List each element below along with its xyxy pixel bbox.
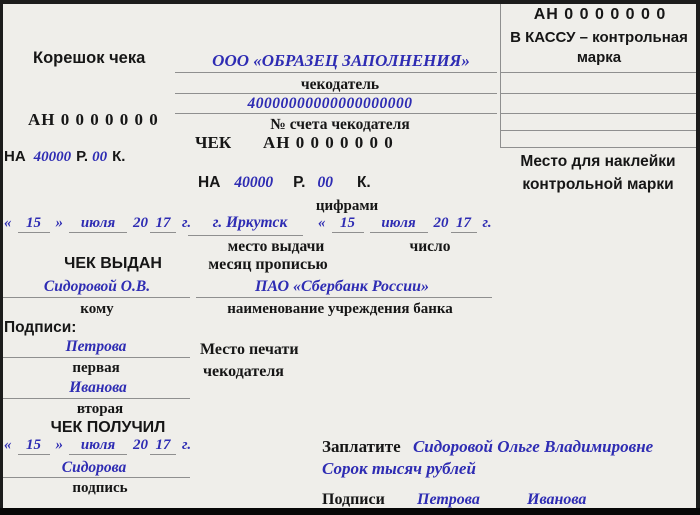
pay-line: [322, 437, 653, 457]
stub-received-date: [4, 437, 191, 455]
check-amount-caption: цифрами: [315, 198, 379, 214]
check-date-day: 15: [332, 215, 364, 233]
check-date-month: июля: [370, 215, 428, 233]
drawer-name: ООО «ОБРАЗЕЦ ЗАПОЛНЕНИЯ»: [212, 51, 470, 70]
sticker-caption-line1: Место для наклейки: [520, 153, 676, 170]
stub-amount-prefix: НА: [4, 148, 26, 165]
bank-name: ПАО «Сбербанк России»: [254, 278, 430, 295]
check-date-caption: число: [409, 238, 451, 255]
pay-label: Заплатите: [322, 437, 401, 456]
month-caption: месяц прописью: [208, 256, 328, 273]
stub-second-signature: Иванова: [69, 379, 127, 396]
control-box-line-5: [500, 147, 696, 148]
stub-amount-rubles: 40000: [33, 149, 72, 165]
seal-caption-line2: чекодателя: [203, 363, 284, 380]
stub-amount-line: [4, 148, 125, 166]
issue-place-line: [188, 235, 303, 236]
control-series-number: АН 0 0 0 0 0 0 0: [533, 6, 667, 23]
control-box-line-1: [500, 72, 696, 73]
check-date: [318, 215, 492, 233]
account-number-line: [175, 113, 497, 114]
check-word: ЧЕК: [195, 133, 232, 152]
stub-second-caption: вторая: [76, 401, 124, 417]
frame-top: [0, 0, 700, 4]
check-date-century: 20: [433, 215, 449, 231]
check-signature-first: Петрова: [417, 491, 480, 508]
check-series-number: АН 0 0 0 0 0 0 0: [263, 133, 394, 152]
bank-name-line: [196, 297, 492, 298]
stub-received-date-raquo: »: [55, 437, 63, 453]
stub-date-laquo: «: [4, 215, 12, 231]
stub-issued-to-line: [0, 297, 190, 298]
sticker-caption-line2: контрольной марки: [522, 176, 674, 193]
stub-date: [4, 215, 191, 233]
frame-right: [696, 0, 700, 515]
stub-received-date-era: г.: [182, 437, 192, 453]
control-box-line-4: [500, 130, 696, 131]
check-amount-prefix: НА: [198, 174, 221, 191]
stub-amount-kop-label: К.: [112, 148, 126, 165]
stub-signatures-label: Подписи:: [4, 319, 77, 336]
issue-place-caption: место выдачи: [227, 238, 325, 255]
stub-title: Корешок чека: [33, 49, 146, 67]
frame-left: [0, 0, 3, 515]
stub-date-century: 20: [133, 215, 148, 231]
stub-first-caption: первая: [72, 360, 120, 376]
check-signatures-label: Подписи: [322, 491, 385, 508]
stub-issued-to-caption: кому: [80, 301, 114, 317]
control-mark-divider: [500, 0, 501, 147]
stub-date-raquo: »: [55, 215, 63, 231]
stub-second-signature-line: [0, 398, 190, 399]
frame-bottom: [0, 508, 700, 515]
check-date-era: г.: [482, 215, 492, 231]
stub-amount-kopecks: 00: [92, 149, 108, 165]
stub-amount-rub-label: Р.: [76, 148, 89, 165]
drawer-caption: чекодатель: [300, 76, 380, 93]
stub-received-label: ЧЕК ПОЛУЧИЛ: [50, 419, 166, 436]
stub-received-date-day: 15: [18, 437, 50, 455]
account-caption: № счета чекодателя: [270, 116, 410, 133]
amount-in-words: Сорок тысяч рублей: [322, 459, 476, 478]
payee-name: Сидоровой Ольге Владимировне: [412, 437, 654, 456]
stub-received-date-laquo: «: [4, 437, 12, 453]
check-amount-line: [198, 174, 371, 192]
stub-date-era: г.: [182, 215, 192, 231]
stub-issued-to: Сидоровой О.В.: [43, 278, 151, 295]
cashier-note: В КАССУ – контрольная марка: [510, 29, 688, 66]
stub-received-date-century: 20: [133, 437, 148, 453]
bank-caption: наименование учреждения банка: [227, 301, 453, 317]
stub-issued-label: ЧЕК ВЫДАН: [64, 255, 162, 272]
stub-received-date-month: июля: [69, 437, 127, 455]
stub-date-month: июля: [69, 215, 127, 233]
check-amount-kopecks: 00: [317, 174, 333, 191]
stub-received-caption: подпись: [72, 480, 128, 496]
check-signature-second: Иванова: [527, 491, 587, 508]
stub-series-number: АН 0 0 0 0 0 0 0: [28, 110, 159, 129]
check-amount-rubles: 40000: [234, 174, 274, 191]
control-box-line-3: [500, 113, 696, 114]
stub-received-date-year: 17: [150, 437, 176, 455]
check-amount-rub-label: Р.: [293, 174, 306, 191]
stub-date-day: 15: [18, 215, 50, 233]
account-number: 40000000000000000000: [247, 95, 413, 112]
stub-first-signature: Петрова: [65, 338, 127, 355]
drawer-name-line: [175, 72, 497, 73]
check-date-laquo: «: [318, 215, 326, 231]
control-box-line-2: [500, 93, 696, 94]
drawer-second-line: [175, 93, 497, 94]
seal-caption-line1: Место печати: [200, 341, 299, 358]
stub-date-year: 17: [150, 215, 176, 233]
issue-place: г. Иркутск: [212, 214, 288, 231]
check-amount-kop-label: К.: [356, 174, 371, 191]
stub-received-signature-line: [0, 477, 190, 478]
stub-first-signature-line: [0, 357, 190, 358]
check-date-year: 17: [451, 215, 477, 233]
stub-received-signature: Сидорова: [61, 459, 127, 476]
